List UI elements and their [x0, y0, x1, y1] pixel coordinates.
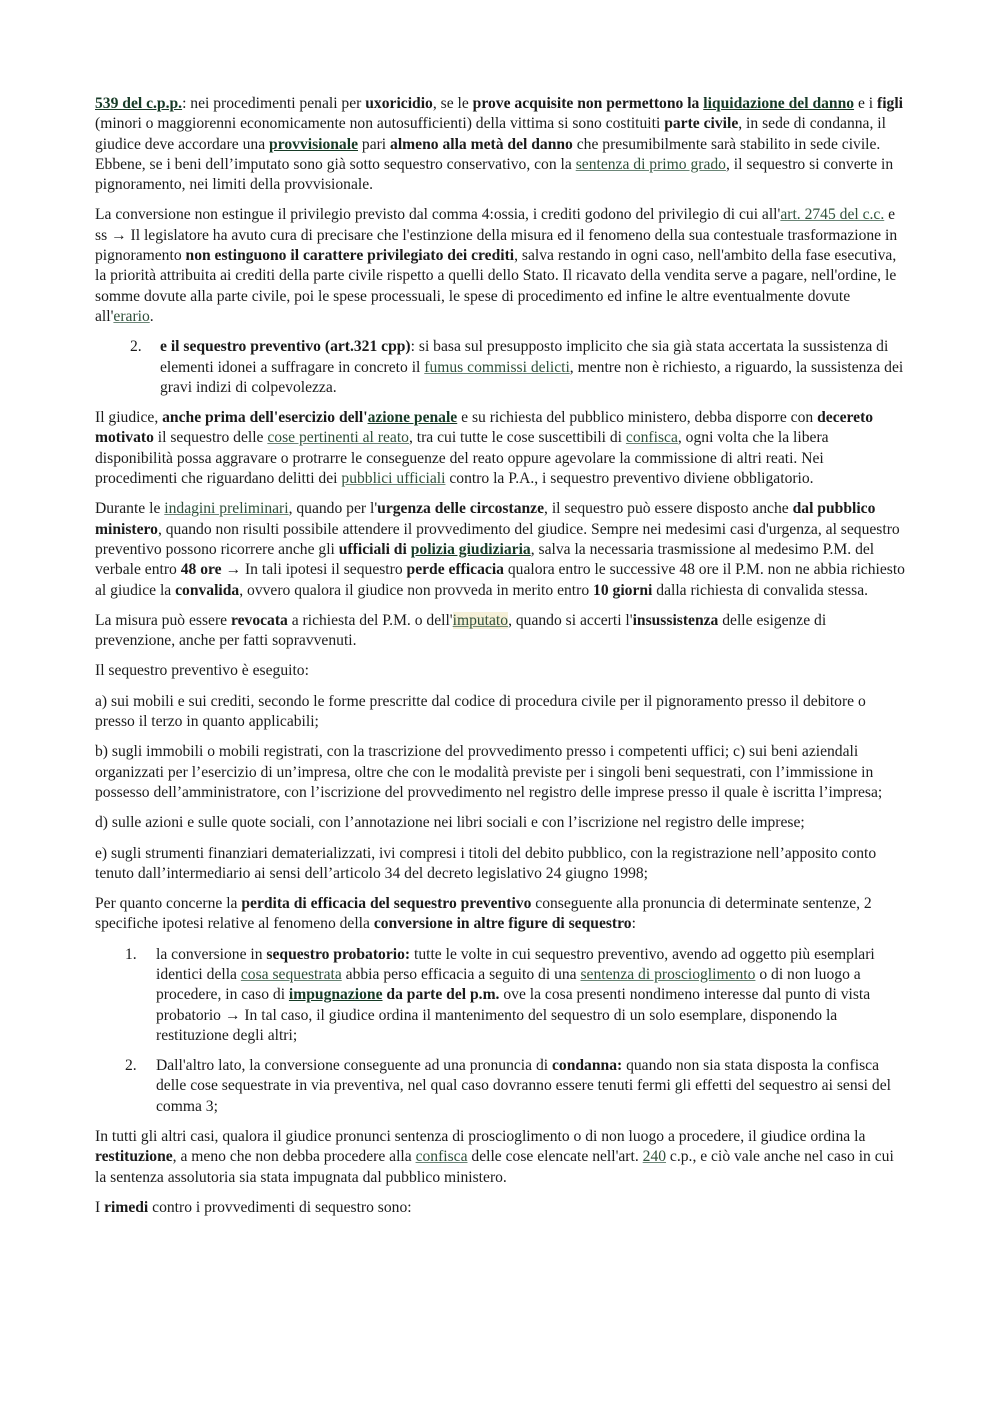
link-polizia-giudiziaria[interactable]: polizia giudiziaria	[410, 540, 531, 558]
bold-text: conversione in altre figure di sequestro	[373, 915, 632, 933]
text: , il sequestro può essere disposto anche	[544, 500, 793, 518]
bold-text: parte civile	[664, 115, 739, 133]
link-art-240[interactable]: 240	[642, 1148, 667, 1166]
bold-text: revocata	[230, 611, 288, 629]
text: , salva la necessaria trasmissione al medesimo P.M. del verbale entro	[95, 540, 875, 579]
link-cose-pertinenti-al-reato[interactable]: cose pertinenti al reato	[267, 429, 409, 447]
text: , quando non risulti possibile attendere il provvedimento del giudice. Sempre nei medesimi casi d'urgenza, al sequestro preventivo possono ricorrere anche gli	[95, 520, 900, 558]
text: delle esigenze di prevenzione, anche per fatti sopravvenuti.	[95, 611, 827, 650]
text: , ogni volta che la libera disponibilità possa aggravare o protrarre le conseguenze del reato oppure agevolare la commissione di altri reati. Nei procedimenti che riguardano delitti dei	[95, 429, 829, 488]
text: contro la P.A., i sequestro preventivo diviene obbligatorio.	[445, 470, 814, 488]
bold-text: anche prima dell'esercizio dell'	[162, 409, 368, 427]
link-art-2745-cc[interactable]: art. 2745 del c.c.	[780, 206, 885, 224]
bold-text: rimedi	[104, 1198, 149, 1216]
text: .	[149, 307, 154, 325]
text: pari	[358, 135, 391, 153]
list-number: 1.	[125, 945, 137, 963]
text: : nei procedimenti penali per	[182, 95, 366, 112]
bold-text: ufficiali di	[338, 540, 411, 558]
bold-text: insussistenza	[632, 611, 719, 629]
bold-text: convalida	[175, 581, 240, 599]
paragraph-provvisionale	[95, 94, 907, 195]
bold-text: condanna:	[551, 1057, 623, 1075]
paragraph-item-b-c: b) sugli immobili o mobili registrati, con la trascrizione del provvedimento presso i competenti uffici; c) sui beni aziendali organizzati per l’esercizio di un’impresa, oltre che con le modalità previste per i singoli beni sequestrati, con l’immissione in possesso dell’amministratore, con l’iscrizione del provvedimento nel registro delle imprese presso il quale è iscritta l’impresa;	[95, 743, 883, 801]
bold-text: 48 ore	[180, 561, 222, 579]
list-number: 2.	[125, 1057, 137, 1075]
link-cosa-sequestrata[interactable]: cosa sequestrata	[240, 965, 342, 983]
bold-text: da parte del p.m.	[382, 986, 500, 1004]
list-item-sequestro-probatorio	[95, 945, 907, 1046]
text: Dall'altro lato, la conversione conseguente ad una pronuncia di	[156, 1057, 552, 1075]
link-sentenza-di-primo-grado[interactable]: sentenza di primo grado	[575, 155, 726, 173]
list-number: 2.	[130, 338, 142, 356]
text: Il giudice,	[95, 409, 163, 427]
text: qualora entro le successive 48 ore il P.M. non ne abbia richiesto al giudice la	[95, 561, 905, 599]
bold-text: prove acquisite non permettono la	[472, 95, 704, 112]
link-indagini-preliminari[interactable]: indagini preliminari	[164, 500, 289, 518]
text: Durante le	[95, 500, 165, 518]
text: , quando si accerti l'	[508, 611, 633, 629]
bold-text: perdita di efficacia del sequestro preventivo	[241, 895, 532, 913]
text: o di non luogo a procedere, in caso di	[156, 965, 861, 1004]
text: In tutti gli altri casi, qualora il giudice pronunci sentenza di proscioglimento o di non luogo a procedere, il giudice ordina la	[95, 1128, 866, 1146]
text: abbia perso efficacia a seguito di una	[341, 965, 581, 983]
link-art-539-cpp[interactable]: 539 del c.p.p.	[95, 95, 183, 112]
bold-text: sequestro probatorio:	[266, 945, 411, 963]
list-item-sequestro-preventivo	[95, 337, 907, 398]
bold-text: figli	[877, 95, 904, 112]
text: Per quanto concerne la	[95, 895, 242, 913]
paragraph-indagini	[95, 499, 907, 600]
link-confisca[interactable]: confisca	[415, 1148, 468, 1166]
link-impugnazione[interactable]: impugnazione	[288, 986, 383, 1004]
document-page	[95, 94, 907, 1228]
bold-text: non estinguono il carattere privilegiato dei crediti	[185, 247, 515, 265]
text: ove la cosa presenti nondimeno interesse dal punto di vista probatorio → In tal caso, il giudice ordina il mantenimento del sequestro di un solo esemplare, disponendo la restituzione degli altri;	[156, 986, 871, 1044]
text: quando non sia stata disposta la confisca delle cose sequestrate in via preventiva, nel qual caso dovranno essere tenuti fermi gli effetti del sequestro ai sensi del comma 3;	[156, 1057, 891, 1115]
paragraph-conversione	[95, 205, 907, 327]
text: , a meno che non debba procedere alla	[172, 1148, 416, 1166]
paragraph-rimedi	[95, 1198, 907, 1218]
text: e ss → Il legislatore ha avuto cura di precisare che l'estinzione della misura ed il fenomeno della sua contestuale trasformazione in pignoramento	[95, 206, 898, 265]
bold-text: restituzione	[95, 1148, 173, 1166]
text: il sequestro delle	[153, 429, 268, 447]
text: e i	[854, 95, 878, 112]
bold-text: uxoricidio	[365, 95, 433, 112]
text: a richiesta del P.M. o dell'	[287, 611, 453, 629]
bold-text: urgenza delle circostanze	[377, 500, 545, 518]
text: :	[631, 915, 636, 933]
list-item-condanna	[95, 1056, 907, 1117]
link-sentenza-di-proscioglimento[interactable]: sentenza di proscioglimento	[580, 965, 756, 983]
text: , in sede di condanna, il giudice deve accordare una	[95, 115, 886, 153]
paragraph-esecuzione-intro: Il sequestro preventivo è eseguito:	[95, 662, 309, 680]
link-fumus-commissi-delicti[interactable]: fumus commissi delicti	[424, 358, 570, 376]
text: dalla richiesta di convalida stessa.	[652, 581, 869, 599]
text: la conversione in	[156, 945, 267, 963]
text: La misura può essere	[95, 611, 231, 629]
paragraph-item-d: d) sulle azioni e sulle quote sociali, con l’annotazione nei libri sociali e con l’iscrizione nel registro delle imprese;	[95, 814, 805, 832]
bold-text: almeno alla metà del danno	[390, 135, 573, 153]
link-imputato[interactable]: imputato	[452, 611, 509, 629]
bold-text: perde efficacia	[406, 561, 504, 579]
text: , salva restando in ogni caso, nell'ambito della fase esecutiva, la priorità attribuita ai crediti della parte civile rispetto a quelli dello Stato. Il ricavato della vendita serve a pagare, nell'ordine, le somme dovute alla parte civile, poi le spese processuali, le spese di procedimento ed infine le altre eventualmente dovute all'	[95, 247, 897, 325]
link-provvisionale[interactable]: provvisionale	[269, 135, 358, 153]
link-erario[interactable]: erario	[113, 307, 150, 325]
paragraph-item-a: a) sui mobili e sui crediti, secondo le forme prescritte dal codice di procedura civile per il pignoramento presso il debitore o presso il terzo in quanto applicabili;	[95, 692, 866, 731]
text: (minori o maggiorenni economicamente non autosufficienti) della vittima si sono costituiti	[95, 115, 665, 133]
text: , se le	[432, 95, 473, 112]
text: → In tali ipotesi il sequestro	[221, 561, 407, 579]
text: , il sequestro si converte in pignoramento, nei limiti della provvisionale.	[95, 155, 894, 194]
text: , tra cui tutte le cose suscettibili di	[408, 429, 626, 447]
text: , ovvero qualora il giudice non provveda in merito entro	[239, 581, 594, 599]
text: tutte le volte in cui sequestro preventivo, avendo ad oggetto più esemplari identici della	[156, 945, 875, 983]
paragraph-giudice	[95, 408, 907, 489]
text: delle cose elencate nell'art.	[467, 1148, 643, 1166]
link-liquidazione-del-danno[interactable]: liquidazione del danno	[703, 95, 855, 112]
paragraph-perdita-efficacia	[95, 894, 907, 935]
text: , quando per l'	[288, 500, 378, 518]
bold-text: e il sequestro preventivo (art.321 cpp)	[160, 338, 411, 356]
text: , mentre non è richiesto, a riguardo, la sussistenza dei gravi indizi di colpevolezza.	[160, 358, 904, 396]
paragraph-item-e: e) sugli strumenti finanziari dematerializzati, ivi compresi i titoli del debito pubblico, con la registrazione nell’apposito conto tenuto dall’intermediario ai sensi dell’articolo 34 del decreto legislativo 24 giugno 1998;	[95, 844, 877, 882]
paragraph-restituzione	[95, 1127, 907, 1188]
link-confisca[interactable]: confisca	[625, 429, 678, 447]
bold-text: decereto motivato	[95, 409, 874, 447]
numbered-list-conversione	[95, 945, 907, 1117]
link-pubblici-ufficiali[interactable]: pubblici ufficiali	[341, 470, 446, 488]
text: : si basa sul presupposto implicito che sia già stata accertata la sussistenza di elementi idonei a suffragare in concreto il	[160, 338, 889, 376]
text: contro i provvedimenti di sequestro sono:	[148, 1198, 412, 1216]
numbered-list-sequestro	[95, 337, 907, 398]
text: c.p., e ciò vale anche nel caso in cui la sentenza assolutoria sia stata impugnata dal pubblico ministero.	[95, 1148, 894, 1186]
text: I	[95, 1198, 105, 1216]
text: conseguente alla pronuncia di determinate sentenze, 2 specifiche ipotesi relative al fenomeno della	[95, 895, 872, 933]
text: La conversione non estingue il privilegio previsto dal comma 4:ossia, i crediti godono del privilegio di cui all'	[95, 206, 781, 224]
bold-text: 10 giorni	[593, 581, 653, 599]
text: che presumibilmente sarà stabilito in sede civile. Ebbene, se i beni dell’imputato sono già sotto sequestro conservativo, con la	[95, 135, 881, 173]
text: e su richiesta del pubblico ministero, debba disporre con	[457, 409, 818, 427]
link-azione-penale[interactable]: azione penale	[367, 409, 458, 427]
bold-text: dal pubblico ministero	[95, 500, 876, 538]
paragraph-revoca	[95, 611, 907, 652]
